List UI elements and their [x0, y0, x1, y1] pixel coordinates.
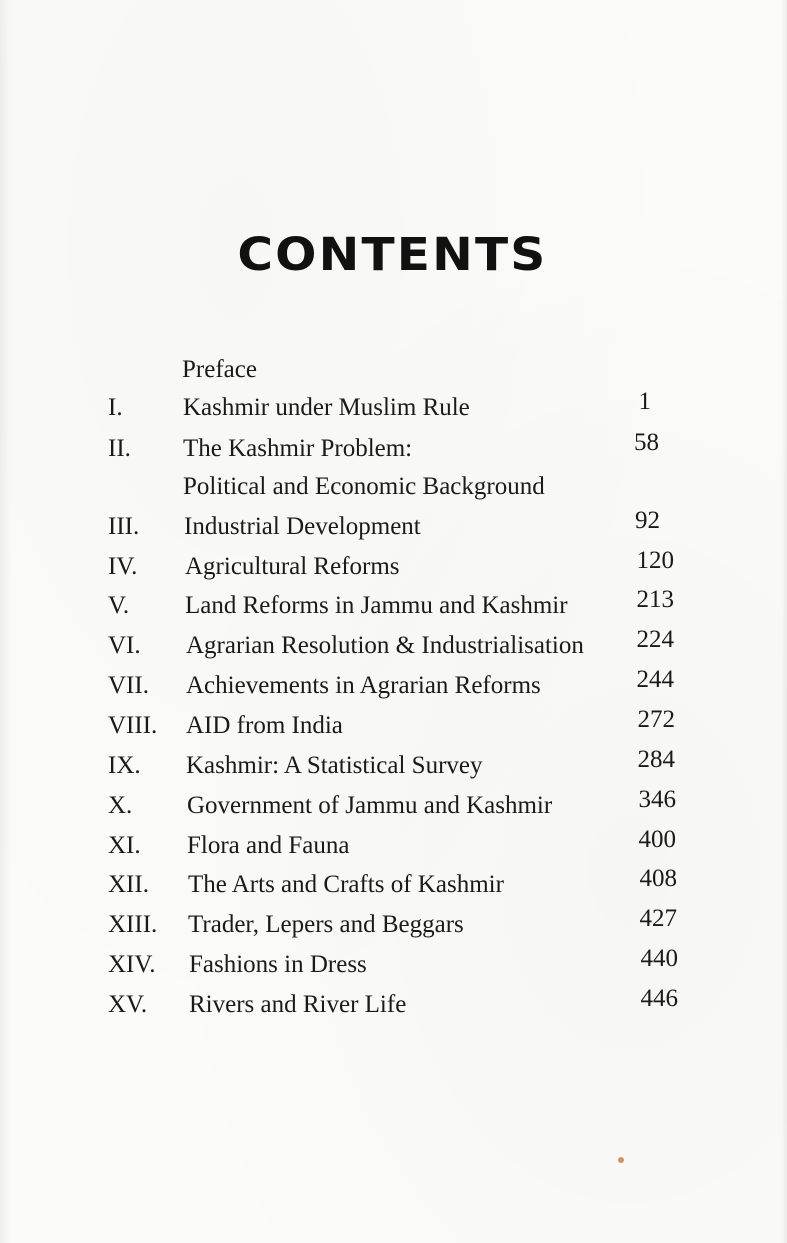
- toc-entry-page: 272: [637, 706, 675, 733]
- toc-entry-title: Kashmir: A Statistical Survey: [186, 752, 483, 779]
- toc-entry-title: Rivers and River Life: [189, 991, 407, 1018]
- toc-entry-page: 446: [640, 985, 678, 1012]
- toc-entry-title: Land Reforms in Jammu and Kashmir: [185, 592, 568, 619]
- toc-entry-number: XIII.: [108, 911, 158, 938]
- toc-entry-title: Agricultural Reforms: [185, 553, 400, 580]
- toc-entry-page: 440: [640, 945, 678, 972]
- toc-entry-number: II.: [108, 435, 131, 462]
- toc-entry-number: XII.: [108, 871, 149, 898]
- toc-entry-number: XIV.: [108, 951, 156, 978]
- toc-entry-title: Industrial Development: [184, 513, 421, 540]
- toc-entry-number: X.: [108, 792, 133, 819]
- toc-entry-page: 1: [638, 388, 651, 415]
- toc-entry-page: 244: [636, 666, 674, 693]
- toc-entry-title: AID from India: [186, 712, 343, 739]
- toc-entry-title: Agrarian Resolution & Industrialisation: [186, 632, 584, 659]
- toc-entry-number: VI.: [108, 632, 141, 659]
- toc-entry-title: The Kashmir Problem:: [183, 435, 413, 462]
- toc-entry-title: Kashmir under Muslim Rule: [183, 394, 470, 421]
- toc-entry: [0, 388, 787, 428]
- page-title: CONTENTS: [237, 228, 548, 281]
- toc-entry-page: 213: [636, 586, 674, 613]
- toc-entry: [0, 429, 787, 469]
- toc-entry-number: IV.: [108, 553, 138, 580]
- toc-entry-continuation: [0, 467, 787, 507]
- toc-entry-page: 224: [636, 626, 674, 653]
- toc-entry-number: V.: [108, 592, 130, 619]
- toc-entry-preface: [0, 350, 787, 390]
- toc-entry-title: Fashions in Dress: [189, 951, 367, 978]
- toc-entry-title: Achievements in Agrarian Reforms: [186, 672, 541, 699]
- toc-entry-page: 346: [638, 786, 676, 813]
- toc-entry-page: 400: [638, 826, 676, 853]
- toc-entry-page: 284: [637, 746, 675, 773]
- toc-entry: [0, 985, 787, 1025]
- toc-entry-number: XI.: [108, 832, 141, 859]
- toc-entry-title: Flora and Fauna: [187, 832, 350, 859]
- toc-entry-title: The Arts and Crafts of Kashmir: [188, 871, 504, 898]
- toc-entry-number: VII.: [108, 672, 149, 699]
- toc-entry-page: 427: [639, 905, 677, 932]
- toc-entry-number: VIII.: [108, 712, 158, 739]
- toc-entry-number: XV.: [108, 991, 148, 1018]
- toc-entry-number: IX.: [108, 752, 141, 779]
- ink-speck: [618, 1157, 624, 1163]
- toc-entry-page: 120: [636, 547, 674, 574]
- toc-entry-title: Trader, Lepers and Beggars: [188, 911, 464, 938]
- toc-entry-title: Government of Jammu and Kashmir: [187, 792, 553, 819]
- toc-entry-title: Political and Economic Background: [183, 473, 545, 500]
- toc-entry-number: I.: [108, 394, 123, 421]
- toc-entry-number: III.: [108, 513, 140, 540]
- toc-entry-page: 408: [639, 865, 677, 892]
- toc-entry-page: 58: [634, 429, 659, 456]
- toc-entry-title: Preface: [182, 356, 257, 383]
- toc-entry-page: 92: [635, 507, 660, 534]
